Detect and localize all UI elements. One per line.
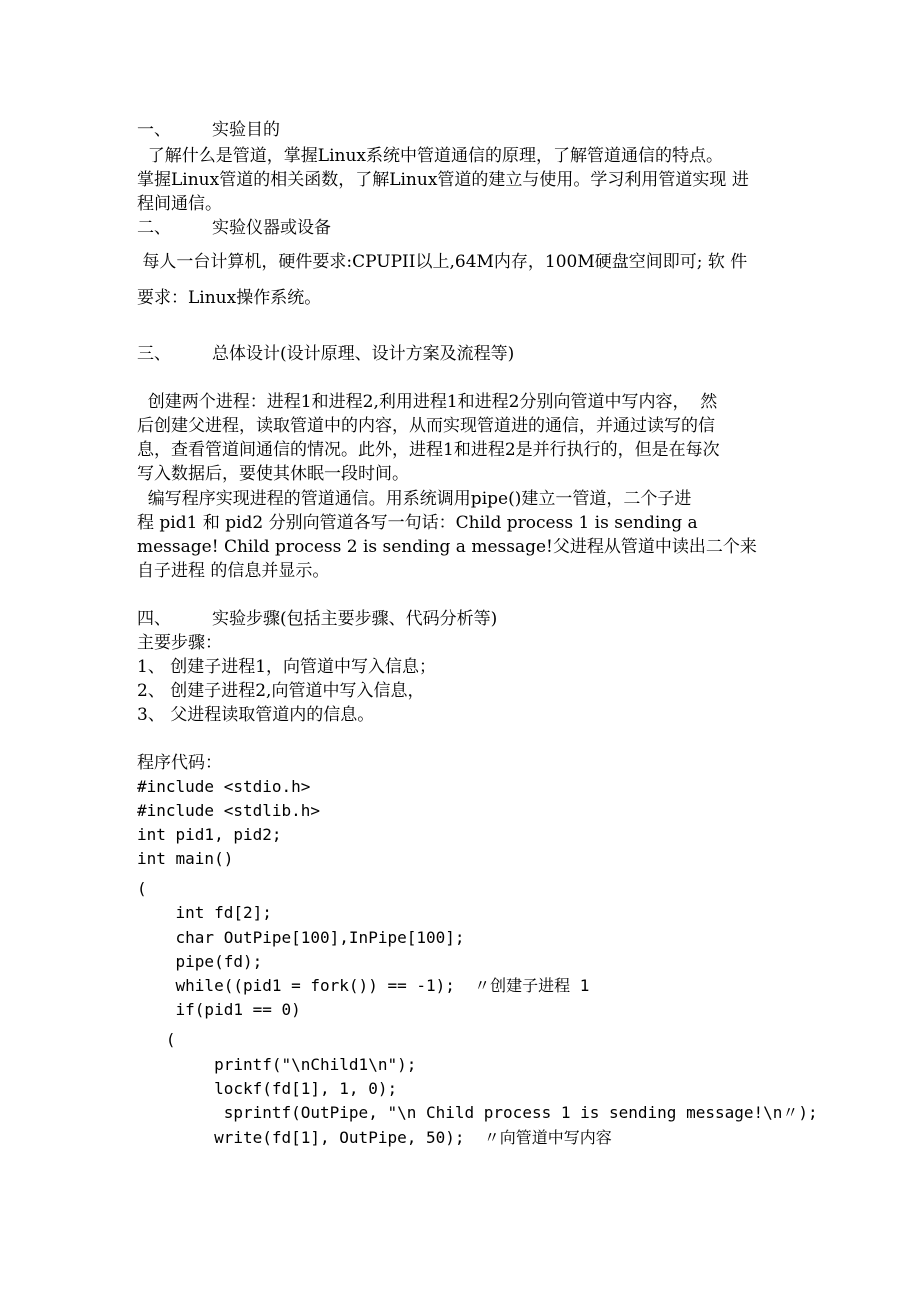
section-2-heading xyxy=(137,216,331,240)
section-title: 实验仪器或设备 xyxy=(212,218,331,238)
design-line: 自子进程 的信息并显示。 xyxy=(137,561,330,581)
step-item: 2、 创建子进程2,向管道中写入信息， xyxy=(137,681,425,701)
step-item: 3、 父进程读取管道内的信息。 xyxy=(137,705,375,725)
design-line: 写入数据后，要使其休眠一段时间。 xyxy=(137,464,409,484)
section-3-heading xyxy=(137,342,514,366)
code-line: int fd[2]; xyxy=(137,903,272,922)
code-line: if(pid1 == 0) xyxy=(137,1000,301,1019)
purpose-line: 了解什么是管道，掌握Linux系统中管道通信的原理，了解管道通信的特点。 xyxy=(137,146,724,166)
design-line: message! Child process 2 is sending a message!父进程从管道中读出二个来 xyxy=(137,537,757,557)
code-line: int pid1, pid2; xyxy=(137,825,282,844)
purpose-line: 掌握Linux管道的相关函数，了解Linux管道的建立与使用。学习利用管道实现 进 xyxy=(137,170,749,190)
section-title: 总体设计(设计原理、设计方案及流程等) xyxy=(212,344,515,364)
code-line: ( xyxy=(137,879,147,898)
section-title: 实验步骤(包括主要步骤、代码分析等) xyxy=(212,609,498,629)
code-line: #include <stdlib.h> xyxy=(137,801,321,820)
code-line: write(fd[1], OutPipe, 50); 〃向管道中写内容 xyxy=(137,1128,612,1147)
step-item: 1、 创建子进程1，向管道中写入信息； xyxy=(137,657,437,677)
purpose-line: 程间通信。 xyxy=(137,194,222,214)
code-line: ( xyxy=(137,1030,176,1049)
section-1-heading xyxy=(137,118,280,142)
equipment-line: 要求：Linux操作系统。 xyxy=(137,288,322,308)
steps-heading: 主要步骤： xyxy=(137,633,222,653)
code-line: char OutPipe[100],InPipe[100]; xyxy=(137,928,465,947)
section-number: 四、 xyxy=(137,609,171,629)
code-line: while((pid1 = fork()) == -1); 〃创建子进程 1 xyxy=(137,976,590,995)
code-line: #include <stdio.h> xyxy=(137,777,311,796)
code-line: printf("\nChild1\n"); xyxy=(137,1055,417,1074)
design-line: 程 pid1 和 pid2 分别向管道各写一句话：Child process 1 is sending a xyxy=(137,513,698,533)
code-line: int main() xyxy=(137,849,234,868)
design-line: 编写程序实现进程的管道通信。用系统调用pipe()建立一管道，二个子进 xyxy=(137,489,692,509)
section-title: 实验目的 xyxy=(212,120,280,140)
code-line: sprintf(OutPipe, "\n Child process 1 is sending message!\n〃); xyxy=(137,1103,818,1122)
design-line: 创建两个进程：进程1和进程2,利用进程1和进程2分别向管道中写内容， 然 xyxy=(137,392,718,412)
code-line: lockf(fd[1], 1, 0); xyxy=(137,1079,398,1098)
code-heading: 程序代码： xyxy=(137,753,222,773)
section-number: 三、 xyxy=(137,344,171,364)
section-number: 二、 xyxy=(137,218,171,238)
code-line: pipe(fd); xyxy=(137,952,263,971)
design-line: 息，查看管道间通信的情况。此外，进程1和进程2是并行执行的，但是在每次 xyxy=(137,440,720,460)
section-number: 一、 xyxy=(137,120,171,140)
design-line: 后创建父进程，读取管道中的内容，从而实现管道进的通信，并通过读写的信 xyxy=(137,416,715,436)
equipment-line: 每人一台计算机，硬件要求:CPUPII以上,64M内存，100M硬盘空间即可; 软 件 xyxy=(137,252,748,272)
section-4-heading xyxy=(137,607,497,631)
